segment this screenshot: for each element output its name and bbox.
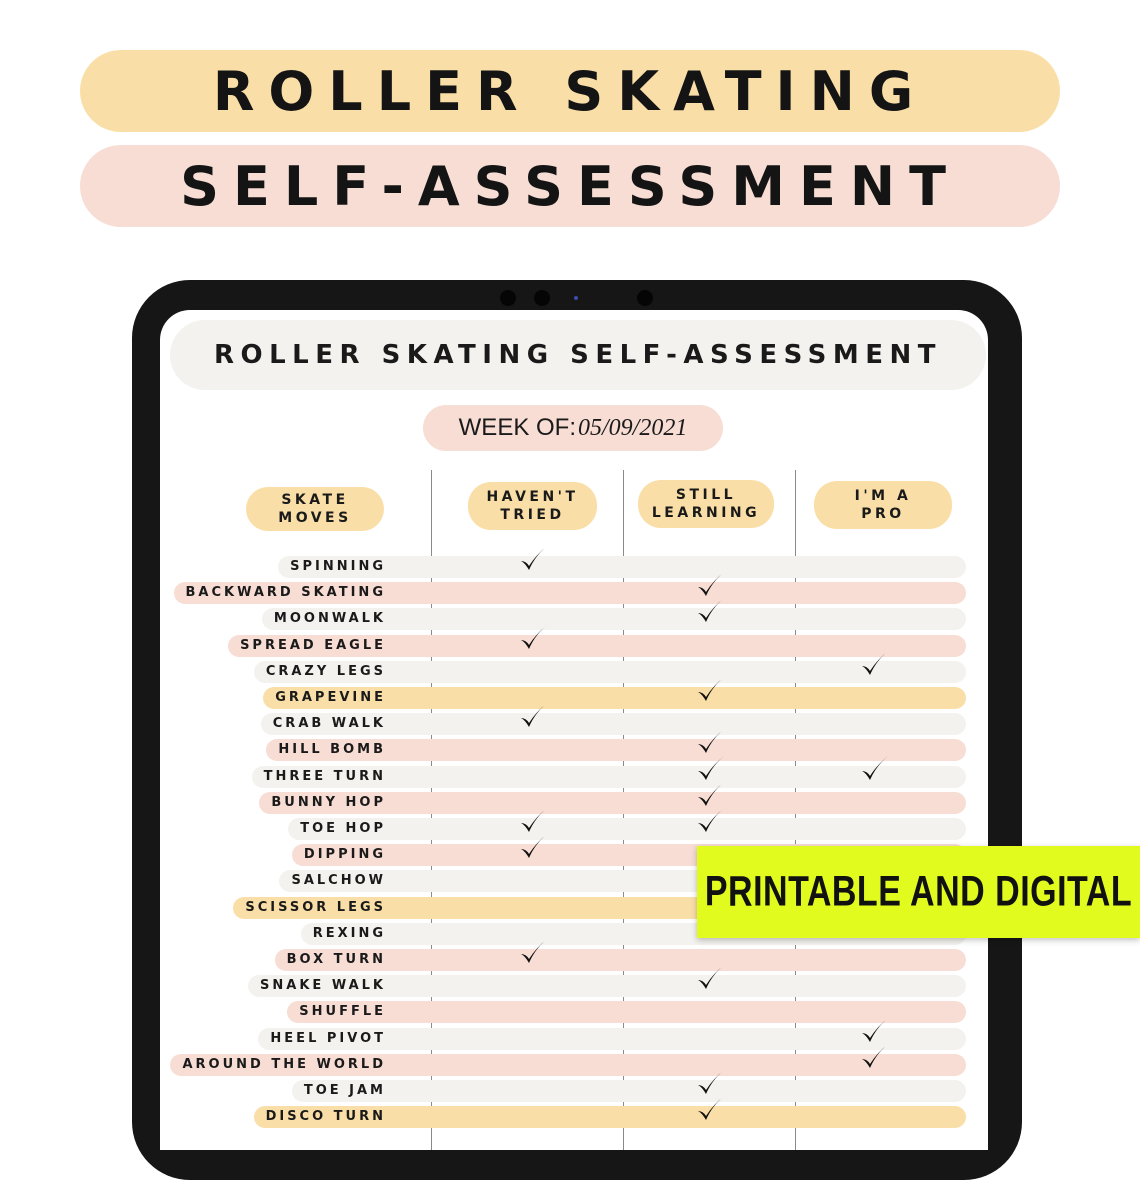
tablet-screen <box>160 310 988 1150</box>
row-highlight <box>292 1080 966 1102</box>
printable-digital-sticker <box>697 846 1140 938</box>
table-row <box>160 1054 988 1076</box>
row-highlight <box>288 818 966 840</box>
move-label: MOONWALK <box>273 611 386 627</box>
move-label: SALCHOW <box>291 873 386 889</box>
checkmark-icon[interactable] <box>695 596 725 626</box>
camera-sensor-icon <box>574 296 578 300</box>
document-title: ROLLER SKATING SELF-ASSESSMENT <box>170 320 986 390</box>
checkmark-icon[interactable] <box>695 675 725 705</box>
title-banner-line1: ROLLER SKATING <box>80 50 1060 132</box>
checkmark-icon[interactable] <box>859 649 889 679</box>
table-row <box>160 818 988 840</box>
move-label: TOE HOP <box>300 821 386 836</box>
checkmark-icon[interactable] <box>859 754 889 784</box>
camera-lens-icon <box>500 290 516 306</box>
checkmark-icon[interactable] <box>695 963 725 993</box>
table-row <box>160 687 988 709</box>
checkmark-icon[interactable] <box>859 1042 889 1072</box>
move-label: SPREAD EAGLE <box>240 637 386 653</box>
checkmark-icon[interactable] <box>518 623 548 653</box>
move-label: THREE TURN <box>263 768 386 784</box>
week-of-label: WEEK OF: <box>458 414 576 441</box>
checkmark-icon[interactable] <box>518 544 548 574</box>
move-label: TOE JAM <box>303 1083 386 1098</box>
table-row <box>160 949 988 971</box>
checkmark-icon[interactable] <box>518 832 548 862</box>
move-label: HILL BOMB <box>278 742 386 758</box>
table-row <box>160 582 988 604</box>
sticker-label: PRINTABLE AND DIGITAL <box>704 867 1133 916</box>
move-label: DISCO TURN <box>265 1109 386 1125</box>
move-label: SPINNING <box>290 559 386 574</box>
move-label: REXING <box>312 925 386 941</box>
table-row <box>160 661 988 683</box>
move-label: CRAZY LEGS <box>265 663 386 679</box>
table-row <box>160 1106 988 1128</box>
camera-lens-icon <box>637 290 653 306</box>
move-label: BUNNY HOP <box>271 794 386 810</box>
checkmark-icon[interactable] <box>695 806 725 836</box>
table-row <box>160 766 988 788</box>
move-label: CRAB WALK <box>272 716 386 732</box>
move-label: AROUND THE WORLD <box>182 1056 386 1072</box>
move-label: DIPPING <box>303 847 386 863</box>
title-banner-line2: SELF-ASSESSMENT <box>80 145 1060 227</box>
move-label: HEEL PIVOT <box>270 1030 386 1046</box>
table-row <box>160 608 988 630</box>
header-still-learning: STILL LEARNING <box>638 480 774 528</box>
table-row <box>160 1080 988 1102</box>
camera-lens-icon <box>534 290 550 306</box>
table-row <box>160 975 988 997</box>
move-label: SNAKE WALK <box>260 978 386 994</box>
move-label: SHUFFLE <box>299 1004 386 1020</box>
checkmark-icon[interactable] <box>518 701 548 731</box>
move-label: SCISSOR LEGS <box>245 899 386 915</box>
header-havent-tried: HAVEN'T TRIED <box>468 482 597 530</box>
week-of-date: 05/09/2021 <box>578 414 688 441</box>
move-label: BOX TURN <box>286 952 386 967</box>
move-label: GRAPEVINE <box>275 690 386 705</box>
table-row <box>160 713 988 735</box>
header-im-a-pro: I'M A PRO <box>814 481 952 529</box>
week-of-field <box>423 405 723 451</box>
table-row <box>160 792 988 814</box>
table-row <box>160 556 988 578</box>
checkmark-icon[interactable] <box>695 1094 725 1124</box>
header-skate-moves: SKATE MOVES <box>246 487 384 531</box>
move-label: BACKWARD SKATING <box>185 585 386 601</box>
checkmark-icon[interactable] <box>518 937 548 967</box>
